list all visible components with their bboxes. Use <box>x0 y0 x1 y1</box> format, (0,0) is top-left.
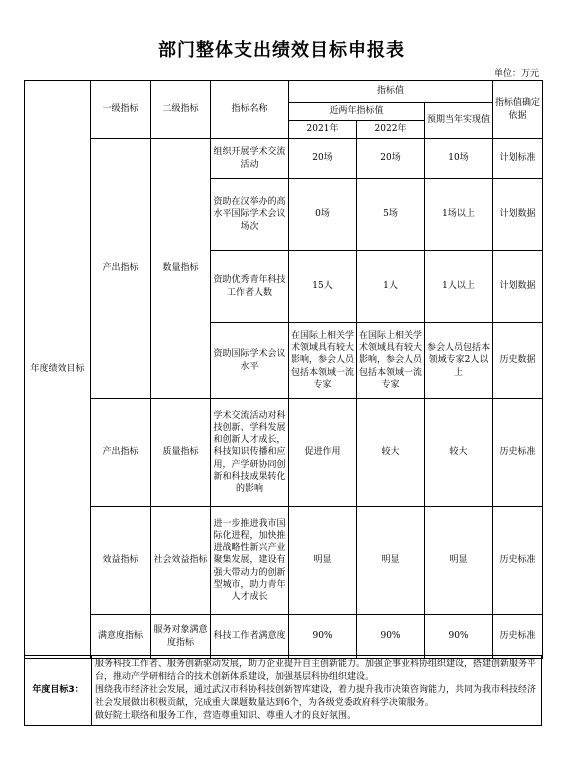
level1-cell: 效益指标 <box>91 507 151 615</box>
value-2021-cell: 20场 <box>289 139 357 179</box>
indicator-name-cell: 组织开展学术交流活动 <box>211 139 289 179</box>
header-2021: 2021年 <box>289 121 357 139</box>
performance-table <box>24 80 543 659</box>
indicator-name-cell: 进一步推进我市国际化进程，加快推进战略性新兴产业聚集发展，建设有强大带动力的创新型城市，助力青年人才成长 <box>211 507 289 615</box>
goal-line: 服务科技工作者、服务创新驱动发展，助力企业提升自主创新能力。加强企事业科协组织建设，搭建创新服务平台，推动产学研相结合的技术创新体系建设，加强基层科协组织建设。 <box>95 659 537 683</box>
value-2022-cell: 1人 <box>357 251 425 323</box>
value-2022-cell: 在国际上相关学术领域具有较大影响，参会人员包括本领域一流专家 <box>357 323 425 399</box>
unit-label: 单位：万元 <box>493 69 539 79</box>
basis-cell: 计划数据 <box>493 251 543 323</box>
value-2021-cell: 在国际上相关学术领域具有较大影响，参会人员包括本领域一流专家 <box>289 323 357 399</box>
indicator-name-cell: 资助优秀青年科技工作者人数 <box>211 251 289 323</box>
expected-cell: 1场以上 <box>425 179 493 251</box>
yearly-goal-3-label: 年度目标3： <box>25 656 92 726</box>
level2-cell: 数量指标 <box>151 139 211 399</box>
level1-cell: 产出指标 <box>91 399 151 507</box>
level2-cell: 服务对象满意度指标 <box>151 615 211 659</box>
indicator-name-cell: 科技工作者满意度 <box>211 615 289 659</box>
value-2022-cell: 明显 <box>357 507 425 615</box>
value-2021-cell: 90% <box>289 615 357 659</box>
value-2022-cell: 较大 <box>357 399 425 507</box>
value-2022-cell: 5场 <box>357 179 425 251</box>
basis-cell: 历史数据 <box>493 323 543 399</box>
header-expected: 预期当年实现值 <box>425 103 493 139</box>
level2-cell: 社会效益指标 <box>151 507 211 615</box>
goal-line: 围绕我市经济社会发展，通过武汉市科协科技创新智库建设，着力提升我市决策咨询能力，共同为我市科技经济社会发展做出积极贡献，完成重大课题数量达到6个，为各级党委政府科学决策服务。 <box>95 685 537 709</box>
basis-cell: 历史标准 <box>493 615 543 659</box>
expected-cell: 明显 <box>425 507 493 615</box>
expected-cell: 较大 <box>425 399 493 507</box>
value-2021-cell: 促进作用 <box>289 399 357 507</box>
yearly-goal-3-table <box>24 655 542 726</box>
expected-cell: 参会人员包括本领域专家2人以上 <box>425 323 493 399</box>
header-level2: 二级指标 <box>151 81 211 139</box>
goal-line: 做好院士联络和服务工作，营造尊重知识、尊重人才的良好氛围。 <box>95 711 357 722</box>
expected-cell: 1人以上 <box>425 251 493 323</box>
expected-cell: 10场 <box>425 139 493 179</box>
value-2021-cell: 明显 <box>289 507 357 615</box>
indicator-name-cell: 资助国际学术会议水平 <box>211 323 289 399</box>
expected-cell: 90% <box>425 615 493 659</box>
header-indicator-value: 指标值 <box>289 81 493 103</box>
yearly-goal-3-text <box>92 656 542 726</box>
header-indicator-name: 指标名称 <box>211 81 289 139</box>
value-2021-cell: 0场 <box>289 179 357 251</box>
basis-cell: 历史标准 <box>493 507 543 615</box>
level1-cell: 产出指标 <box>91 139 151 399</box>
header-2022: 2022年 <box>357 121 425 139</box>
indicator-name-cell: 学术交流活动对科技创新、学科发展和创新人才成长，科技知识传播和应用，产学研协同创新和科技成果转化的影响 <box>211 399 289 507</box>
value-2021-cell: 15人 <box>289 251 357 323</box>
yearly-goal-cell: 年度绩效目标 <box>25 81 91 659</box>
value-2022-cell: 90% <box>357 615 425 659</box>
header-level1: 一级指标 <box>91 81 151 139</box>
value-2022-cell: 20场 <box>357 139 425 179</box>
header-recent-two-years: 近两年指标值 <box>289 103 425 121</box>
basis-cell: 计划标准 <box>493 139 543 179</box>
level1-cell: 满意度指标 <box>91 615 151 659</box>
header-basis: 指标值确定依据 <box>493 81 543 139</box>
basis-cell: 历史标准 <box>493 399 543 507</box>
page-title: 部门整体支出绩效目标申报表 <box>158 40 405 61</box>
level2-cell: 质量指标 <box>151 399 211 507</box>
indicator-name-cell: 资助在汉举办的高水平国际学术会议场次 <box>211 179 289 251</box>
basis-cell: 计划数据 <box>493 179 543 251</box>
